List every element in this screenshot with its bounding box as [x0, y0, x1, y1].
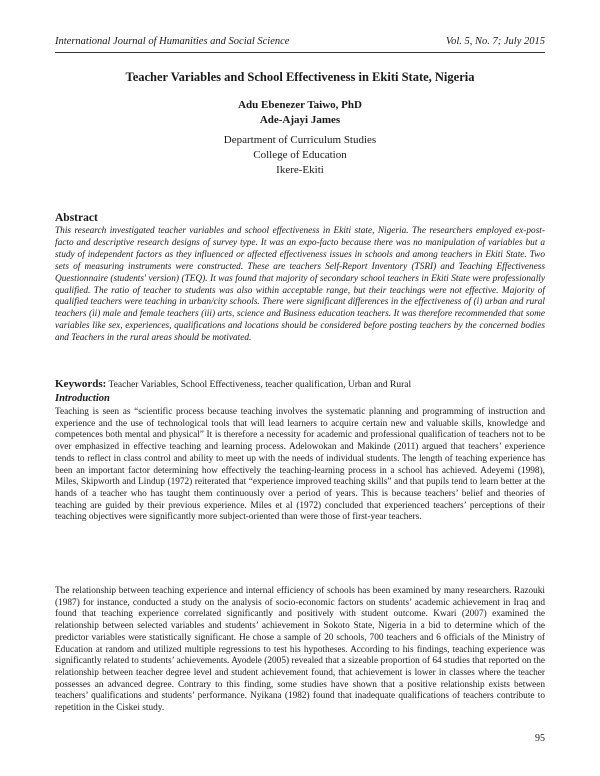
journal-name: International Journal of Humanities and Social Science [55, 36, 290, 47]
page-number: 95 [535, 733, 545, 744]
body-paragraph: Teaching is seen as “scientific process because teaching involves the systematic planning and programming of instruction and experience and the use of technological tools that will lead learners to acquire certain new and valuable skills, knowledge and competences both mental and physical” It is therefore a necessity for academic and professional qualification of teachers not to be over emphasized in effective teaching and learning process. Adelowokan and Makinde (2011) argued that teachers’ experience tends to reflect in class control and ability to meet up with the needs of individual students. The length of teaching experience has been an important factor determining how effectively the teaching-learning process in a school has achieved. Adeyemi (1998), Miles, Skipworth and Lindup (1972) reiterated that “experience improved teaching skills” and that pupils tend to learn better at the hands of a teacher who has taught them continuously over a period of years. This is because teachers’ belief and theories of teaching are guided by their previous experience. Miles et al (1972) concluded that experienced teachers’ perceptions of their teaching objectives were significantly more subject-oriented than were those of first-year teachers. [55, 407, 545, 523]
abstract-text: This research investigated teacher variables and school effectiveness in Ekiti state, Nigeria. The researchers employed ex-post-facto and descriptive research designs of survey type. It was an expo-facto because there was no manipulation of variables but a study of independent factors as they influenced or affected effectiveness issues in schools and among teachers in Ekiti State. Two sets of measuring instruments were constructed. These are teachers Self-Report Inventory (TSRI) and Teaching Effectiveness Questionnaire (students' version) (TEQ). It was found that majority of secondary school teachers in Ekiti State were professionally qualified. The ratio of teacher to students was also within acceptable range, but their teachings were not effective. Majority of qualified teachers were teaching in urban/city schools. There were significant differences in the effectiveness of (i) urban and rural teachers (ii) male and female teachers (iii) arts, science and Business education teachers. It was therefore recommended that some variables like sex, experiences, qualifications and locations should be considered before posting teachers by the concerned bodies and Teachers in the rural areas should be motivated. [55, 226, 545, 344]
running-header [55, 36, 545, 50]
author-name: Ade-Ajayi James [259, 114, 341, 126]
body-paragraph: The relationship between teaching experience and internal efficiency of schools has been examined by many researchers. Razouki (1987) for instance, conducted a study on the analysis of socio-economic factors on students’ academic achievement in Iraq and found that teaching experience correlated significantly and positively with student outcome. Kwari (2007) examined the relationship between selected variables and students’ achievement in Sokoto State, Nigeria in a bid to determine which of the predictor variables were statistically significant. He chose a sample of 20 schools, 700 teachers and 6 officials of the Ministry of Education at random and utilized multiple regressions to test his hypotheses. According to his findings, teaching experience was significantly related to students’ achievements. Ayodele (2005) revealed that a sizeable proportion of 64 studies that reported on the relationship between teacher degree level and student achievement found, that achievement is lower in classes where the teacher possesses an advanced degree. Contrary to this finding, some studies have shown that a positive relationship exists between teachers’ qualifications and students’ performance. Nyikana (1982) found that inadequate qualifications of teachers contribute to repetition in the Ciskei study. [55, 586, 545, 714]
header-rule [55, 52, 545, 53]
abstract-heading: Abstract [55, 212, 98, 224]
affiliation-location: Ikere-Ekiti [276, 164, 324, 176]
keywords-label: Keywords: [55, 378, 107, 390]
author-name: Adu Ebenezer Taiwo, PhD [238, 99, 362, 111]
affiliation-department: Department of Curriculum Studies [223, 134, 377, 146]
introduction-heading: Introduction [55, 393, 110, 404]
volume-info: Vol. 5, No. 7; July 2015 [445, 36, 545, 47]
keywords-line [55, 378, 545, 390]
keywords-text: Teacher Variables, School Effectiveness, teacher qualification, Urban and Rural [108, 380, 412, 390]
affiliation-college: College of Education [253, 149, 347, 161]
article-title: Teacher Variables and School Effectiveness in Ekiti State, Nigeria [125, 70, 475, 84]
author-block [55, 98, 545, 178]
